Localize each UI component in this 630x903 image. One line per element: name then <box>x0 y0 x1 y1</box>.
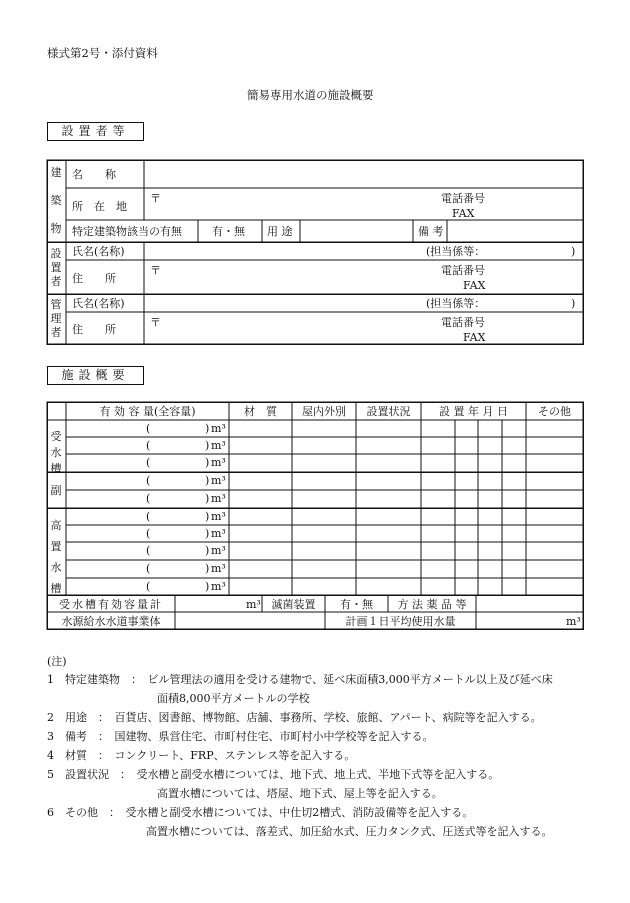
installer-contact-close: ) <box>571 245 576 258</box>
sub-char-1: 副 <box>50 484 62 497</box>
capacity-paren-open: ( <box>146 509 151 523</box>
installer-char-3: 者 <box>50 275 62 288</box>
capacity-paren-close: ) <box>205 544 210 557</box>
capacity-paren-close: ) <box>205 579 210 593</box>
capacity-paren-close: ) <box>205 474 210 487</box>
daily-unit: m³ <box>566 615 581 628</box>
capacity-paren-open: ( <box>146 544 151 557</box>
capacity-unit: m³ <box>211 509 226 523</box>
capacity-unit: m³ <box>211 492 226 505</box>
building-fax-label: FAX <box>452 207 475 220</box>
manager-char-2: 理 <box>50 312 62 325</box>
capacity-paren-close: ) <box>205 509 210 523</box>
special-building-label: 特定建築物該当の有無 <box>72 225 182 238</box>
elevated-char-3: 水 <box>50 561 62 574</box>
capacity-unit: m³ <box>211 544 226 557</box>
page-title: 簡易専用水道の施設概要 <box>247 88 374 102</box>
header-capacity: 有 効 容 量(全容量) <box>99 405 196 418</box>
capacity-unit: m³ <box>211 474 226 487</box>
installer-group-label <box>50 247 62 289</box>
note-line-7: 高置水槽については、塔屋、地下式、屋上等を記入する。 <box>47 787 443 800</box>
manager-contact-close: ) <box>571 297 576 310</box>
manager-address-label: 住 所 <box>72 323 116 336</box>
note-line-4: 3 備考 ： 国建物、県営住宅、市町村住宅、市町村小中学校等を記入する。 <box>47 730 434 743</box>
manager-name-label: 氏名(名称) <box>72 297 125 310</box>
remarks-label: 備 考 <box>418 225 444 238</box>
capacity-paren-open: ( <box>146 438 151 452</box>
receiving-char-2: 水 <box>50 446 62 459</box>
manager-group-label <box>50 298 62 340</box>
note-line-6: 5 設置状況 ： 受水槽と副受水槽については、地下式、地上式、半地下式等を記入する。 <box>47 768 500 781</box>
note-line-3: 2 用途 ： 百貨店、図書館、博物館、店舗、事務所、学校、旅館、アパート、病院等を記入する。 <box>47 711 542 724</box>
header-install-date: 設 置 年 月 日 <box>439 405 508 418</box>
header-other: その他 <box>538 405 571 418</box>
building-postal: 〒 <box>150 192 161 205</box>
capacity-paren-open: ( <box>146 526 151 540</box>
elevated-char-4: 槽 <box>50 582 62 595</box>
total-unit: m³ <box>246 598 261 611</box>
installer-char-2: 置 <box>50 261 62 274</box>
elevated-char-2: 置 <box>50 540 62 553</box>
capacity-unit: m³ <box>211 421 226 435</box>
manager-char-3: 者 <box>50 326 62 339</box>
building-address-label: 所 在 地 <box>72 200 127 213</box>
note-line-8: 6 その他 ： 受水槽と副受水槽については、中仕切2槽式、消防設備等を記入する。 <box>47 806 474 819</box>
use-label: 用 途 <box>267 225 293 238</box>
capacity-paren-close: ) <box>205 562 210 575</box>
special-building-yes-no[interactable]: 有・無 <box>212 225 245 238</box>
capacity-paren-close: ) <box>205 421 210 435</box>
installer-char-1: 設 <box>50 247 62 260</box>
sterilizer-label: 滅菌装置 <box>271 598 316 611</box>
building-char-3: 物 <box>50 222 62 235</box>
elevated-char-1: 高 <box>50 519 62 532</box>
capacity-paren-open: ( <box>146 562 151 575</box>
building-char-2: 築 <box>50 194 62 207</box>
daily-usage-label: 計画１日平均使用水量 <box>345 615 456 628</box>
capacity-paren-open: ( <box>146 456 151 469</box>
header-material: 材 質 <box>244 405 277 418</box>
installer-tel-label: 電話番号 <box>441 264 485 277</box>
capacity-paren-close: ) <box>205 456 210 469</box>
header-installation: 設置状況 <box>366 405 411 418</box>
capacity-unit: m³ <box>211 438 226 452</box>
installer-contact: (担当係等： <box>426 245 486 258</box>
capacity-unit: m³ <box>211 562 226 575</box>
manager-contact: (担当係等： <box>426 297 486 310</box>
tank-group-elevated <box>50 515 62 599</box>
section-shisetsu: 施設概要 <box>47 366 144 385</box>
building-tel-label: 電話番号 <box>441 192 485 205</box>
note-line-5: 4 材質 ： コンクリート、FRP、ステンレス等を記入する。 <box>47 749 356 762</box>
form-label: 様式第2号・添付資料 <box>47 46 158 60</box>
manager-tel-label: 電話番号 <box>441 316 485 329</box>
building-name-label: 名 称 <box>72 168 116 181</box>
manager-fax-label: FAX <box>463 331 486 344</box>
capacity-paren-close: ) <box>205 492 210 505</box>
notes-list <box>47 670 607 841</box>
capacity-paren-open: ( <box>146 421 151 435</box>
capacity-paren-close: ) <box>205 526 210 540</box>
notes-heading: (注) <box>47 655 67 668</box>
receiving-char-1: 受 <box>50 430 62 443</box>
capacity-unit: m³ <box>211 579 226 593</box>
header-indoor-outdoor: 屋内外別 <box>302 405 346 418</box>
building-char-1: 建 <box>50 166 62 179</box>
tank-group-receiving <box>50 429 62 477</box>
capacity-paren-open: ( <box>146 474 151 487</box>
method-label: 方 法 薬 品 等 <box>397 598 467 611</box>
receiving-char-3: 槽 <box>50 462 62 475</box>
capacity-paren-open: ( <box>146 492 151 505</box>
building-group-label <box>50 166 62 236</box>
manager-char-1: 管 <box>50 298 62 311</box>
note-line-9: 高置水槽については、落差式、加圧給水式、圧力タンク式、圧送式等を記入する。 <box>47 825 553 838</box>
section-setchi: 設置者等 <box>47 122 144 141</box>
manager-postal: 〒 <box>150 316 161 329</box>
water-source-label: 水源給水水道事業体 <box>61 615 161 628</box>
capacity-paren-open: ( <box>146 579 151 593</box>
tank-group-sub <box>50 484 62 498</box>
installer-address-label: 住 所 <box>72 272 116 285</box>
capacity-unit: m³ <box>211 456 226 469</box>
installer-name-label: 氏名(名称) <box>72 245 125 258</box>
capacity-unit: m³ <box>211 526 226 540</box>
capacity-paren-close: ) <box>205 438 210 452</box>
note-line-1: 1 特定建築物 ： ビル管理法の適用を受ける建物で、延べ床面積3,000平方メートル以上及び延べ床 <box>47 673 553 686</box>
installer-fax-label: FAX <box>463 279 486 292</box>
total-capacity-label: 受水槽有効容量計 <box>59 598 163 611</box>
note-line-2: 面積8,000平方メートルの学校 <box>47 692 310 705</box>
installer-postal: 〒 <box>150 264 161 277</box>
sterilizer-yes-no[interactable]: 有・無 <box>340 598 373 611</box>
